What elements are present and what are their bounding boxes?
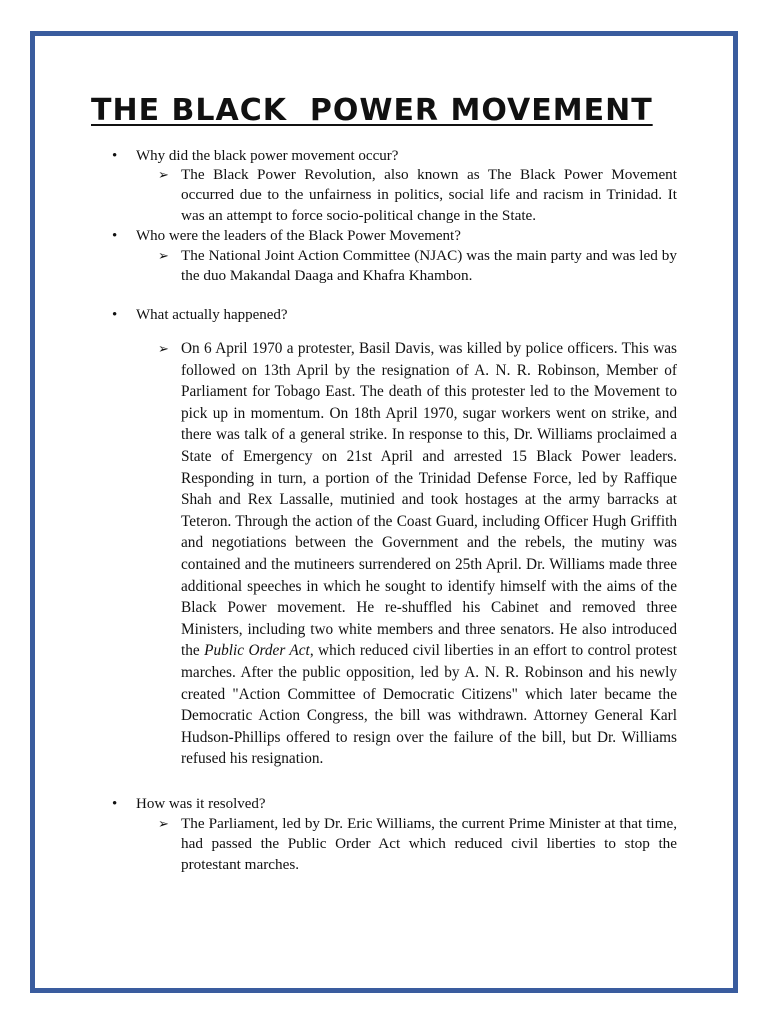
bullet-icon: • — [112, 228, 118, 244]
answer-2 — [158, 246, 677, 287]
bullet-icon: • — [112, 307, 118, 323]
question-text: What actually happened? — [136, 307, 288, 323]
answer-3 — [158, 338, 677, 770]
question-text: Who were the leaders of the Black Power Movement? — [136, 228, 461, 244]
answer-text-part2: , which reduced civil liberties in an effort to control protest marches. After the public opposition, led by A. N. R. Robinson and his newly created "Action Committee of Democratic Citizens" which later became the Democratic Action Congress, the bill was withdrawn. Attorney General Karl Hudson-Phillips offered to resign over the failure of the bill, but Dr. Williams refused his resignation. — [181, 642, 677, 768]
question-text: Why did the black power movement occur? — [136, 148, 399, 164]
answer-1 — [158, 165, 677, 226]
answer-text-part1: On 6 April 1970 a protester, Basil Davis, was killed by police officers. This was followed on 13th April by the resignation of A. N. R. Robinson, Member of Parliament for Tobago East. The death of this protester led to the Movement to pick up in momentum. On 18th April 1970, sugar workers went on strike, and there was talk of a general strike. In response to this, Dr. Williams proclaimed a State of Emergency on 21st April and arrested 15 Black Power leaders. Responding in turn, a portion of the Trinidad Defense Force, led by Raffique Shah and Rex Lassalle, mutinied and took hostages at the army barracks at Teteron. Through the action of the Coast Guard, including Officer Hugh Griffith and negotiations between the Government and the rebels, the mutiny was contained and the mutineers surrendered on 25th April. Dr. Williams made three additional speeches in which he sought to identify himself with the aims of the Black Power movement. He re-shuffled his Cabinet and removed three Ministers, including two white members and three senators. He also introduced the — [181, 340, 677, 660]
arrow-bullet-icon: ➢ — [158, 248, 169, 263]
answer-text — [181, 338, 677, 770]
answer-text: The National Joint Action Committee (NJAC) was the main party and was led by the duo Makandal Daaga and Khafra Khambon. — [181, 247, 677, 285]
answer-4 — [158, 814, 677, 875]
page-title: THE BLACK POWER MOVEMENT — [91, 93, 653, 128]
answer-text: The Black Power Revolution, also known as The Black Power Movement occurred due to the unfairness in politics, social life and racism in Trinidad. It was an attempt to force socio-political change in the State. — [181, 166, 677, 224]
question-text: How was it resolved? — [136, 796, 266, 812]
arrow-bullet-icon: ➢ — [158, 816, 169, 831]
bullet-icon: • — [112, 148, 118, 164]
public-order-act-italic: Public Order Act — [204, 642, 310, 660]
bullet-icon: • — [112, 796, 118, 812]
answer-text: The Parliament, led by Dr. Eric Williams, the current Prime Minister at that time, had passed the Public Order Act which reduced civil liberties to stop the protestant marches. — [181, 815, 677, 873]
arrow-bullet-icon: ➢ — [158, 167, 169, 182]
arrow-bullet-icon: ➢ — [158, 341, 169, 356]
